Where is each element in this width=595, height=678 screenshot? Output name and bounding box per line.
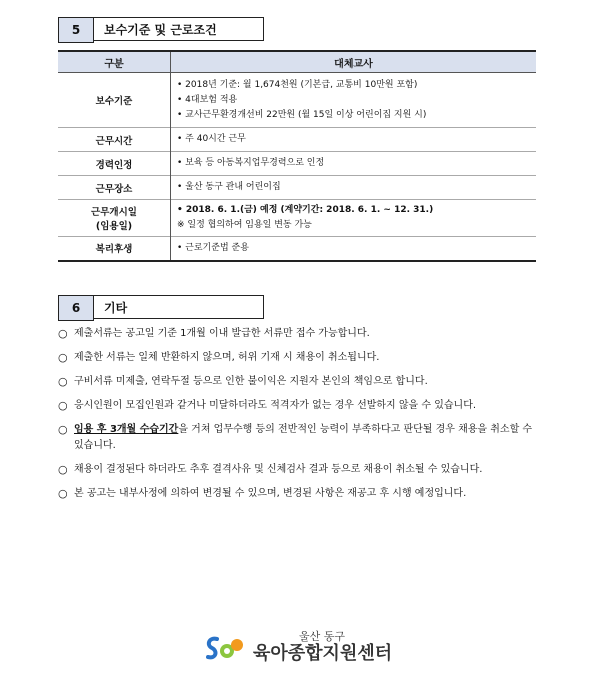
note-text: 제출서류는 공고일 기준 1개월 이내 발급한 서류만 접수 가능합니다.: [74, 328, 370, 339]
circle-bullet: ○: [58, 487, 68, 500]
value-line: • 교사근무환경개선비 22만원 (월 15일 이상 어린이집 지원 시): [177, 109, 427, 120]
note-text: 응시인원이 모집인원과 같거나 미달하더라도 적격자가 없는 경우 선발하지 않을 수 있습니다.: [74, 400, 477, 411]
header-substitute-teacher: 대체교사: [171, 51, 537, 73]
circle-bullet: ○: [58, 327, 68, 340]
note-text: 구비서류 미제출, 연락두절 등으로 인한 불이익은 지원자 본인의 책임으로 합니다.: [74, 376, 428, 387]
row-label: [58, 200, 171, 237]
row-label: 경력인정: [58, 152, 171, 176]
value-line: • 울산 동구 관내 어린이집: [177, 182, 281, 192]
value-line: • 근로기준법 준용: [177, 242, 249, 253]
center-logo: [203, 630, 392, 665]
note-text: [74, 422, 538, 454]
section-6-header: [58, 295, 264, 321]
logo-district: 울산 동구: [299, 630, 346, 643]
row-value: [171, 176, 537, 200]
row-label: 근무장소: [58, 176, 171, 200]
note-text: 제출한 서류는 일체 반환하지 않으며, 허위 기재 시 채용이 취소됩니다.: [74, 352, 380, 363]
list-item: [58, 326, 538, 342]
note-text: 채용이 결정된다 하더라도 추후 결격사유 및 신체검사 결과 등으로 채용이 취소될 수 있습니다.: [74, 464, 483, 475]
table-row: [58, 152, 536, 176]
value-line: • 4대보험 적용: [177, 94, 238, 105]
circle-bullet: ○: [58, 423, 68, 436]
logo-text: [253, 630, 392, 665]
list-item: [58, 374, 538, 390]
circle-bullet: ○: [58, 375, 68, 388]
row-label: 복리후생: [58, 237, 171, 261]
header-category: 구분: [58, 51, 171, 73]
table-row: [58, 73, 536, 128]
row-label: 근무시간: [58, 128, 171, 152]
section-number: 6: [58, 295, 94, 321]
list-item: [58, 486, 538, 502]
conditions-table: [58, 50, 536, 262]
row-value: [171, 237, 537, 261]
notes-list: [58, 326, 538, 510]
section-title: 기타: [94, 295, 264, 319]
circle-bullet: ○: [58, 463, 68, 476]
row-label: 보수기준: [58, 73, 171, 128]
value-line: • 주 40시간 근무: [177, 134, 246, 144]
list-item: [58, 422, 538, 454]
row-value: [171, 152, 537, 176]
center-logo-icon: [203, 631, 247, 665]
row-value: [171, 73, 537, 128]
table-row: [58, 237, 536, 261]
list-item: [58, 350, 538, 366]
section-5-header: [58, 17, 264, 43]
table-row: [58, 176, 536, 200]
value-line: • 보육 등 아동복지업무경력으로 인정: [177, 158, 325, 168]
logo-center-name: 육아종합지원센터: [253, 643, 393, 664]
section-number: 5: [58, 17, 94, 43]
circle-bullet: ○: [58, 399, 68, 412]
row-value: [171, 200, 537, 237]
row-value: [171, 128, 537, 152]
probation-highlight: 임용 후 3개월 수습기간: [74, 424, 179, 435]
row-label-line: (임용일): [95, 221, 133, 232]
list-item: [58, 462, 538, 478]
value-line: • 2018년 기준: 월 1,674천원 (기본급, 교통비 10만원 포함): [177, 79, 418, 90]
table-row: [58, 200, 536, 237]
list-item: [58, 398, 538, 414]
start-date-line: • 2018. 6. 1.(금) 예정 (계약기간: 2018. 6. 1. ~ 12. 31.): [177, 205, 434, 215]
note-text: 본 공고는 내부사정에 의하여 변경될 수 있으며, 변경된 사항은 재공고 후 시행 예정입니다.: [74, 488, 467, 499]
probation-text: 을 거쳐 업무수행 등의 전반적인 능력이 부족하다고 판단될 경우 채용을 취소할 수 있습니다.: [74, 424, 533, 451]
circle-bullet: ○: [58, 351, 68, 364]
row-label-line: 근무개시일: [91, 207, 137, 218]
table-row: [58, 128, 536, 152]
start-date-note: ※ 일정 협의하여 임용일 변동 가능: [177, 220, 312, 230]
section-title: 보수기준 및 근로조건: [94, 17, 264, 41]
table-header-row: [58, 51, 536, 73]
